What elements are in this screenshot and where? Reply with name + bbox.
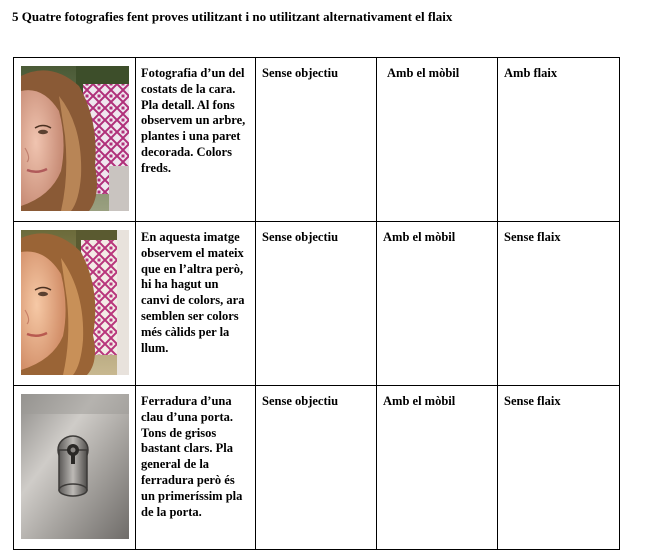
- flash-cell: [498, 386, 620, 550]
- table-row: [14, 386, 620, 550]
- lens-label: Sense objectiu: [262, 230, 339, 244]
- device-cell: [377, 386, 498, 550]
- table-row: [14, 58, 620, 222]
- device-label: Amb el mòbil: [383, 230, 456, 244]
- flash-label: Sense flaix: [504, 394, 561, 408]
- photo-description: En aquesta imatge observem el mateix que en l’altra però, hi ha hagut un canvi de colors, ara semblen ser colors més càlids per la llum.: [141, 230, 245, 355]
- device-label: Amb el mòbil: [383, 394, 456, 408]
- face-portrait-photo-2: [21, 230, 129, 375]
- photo-description: Ferradura d’una clau d’una porta. Tons de grisos bastant clars. Pla general de la ferradura però és un primeríssim pla de la porta.: [141, 394, 243, 519]
- door-lock-photo: [21, 394, 129, 539]
- description-cell: [136, 386, 256, 550]
- photo-cell: [14, 222, 136, 386]
- table-row: [14, 222, 620, 386]
- photo-cell: [14, 58, 136, 222]
- lens-label: Sense objectiu: [262, 66, 339, 80]
- face-portrait-photo-1: [21, 66, 129, 211]
- flash-cell: [498, 58, 620, 222]
- lens-cell: [256, 58, 377, 222]
- description-cell: [136, 58, 256, 222]
- photo-description: Fotografia d’un del costats de la cara. Pla detall. Al fons observem un arbre, plantes i una paret decorada. Colors freds.: [141, 66, 246, 175]
- flash-cell: [498, 222, 620, 386]
- lens-cell: [256, 386, 377, 550]
- lens-label: Sense objectiu: [262, 394, 339, 408]
- section-heading: 5 Quatre fotografies fent proves utilitzant i no utilitzant alternativament el flaix: [12, 9, 453, 24]
- device-cell: [377, 222, 498, 386]
- lens-cell: [256, 222, 377, 386]
- device-cell: [377, 58, 498, 222]
- flash-label: Sense flaix: [504, 230, 561, 244]
- photo-cell: [14, 386, 136, 550]
- device-label: Amb el mòbil: [387, 66, 460, 80]
- description-cell: [136, 222, 256, 386]
- flash-label: Amb flaix: [504, 66, 558, 80]
- photo-comparison-table: [13, 57, 620, 550]
